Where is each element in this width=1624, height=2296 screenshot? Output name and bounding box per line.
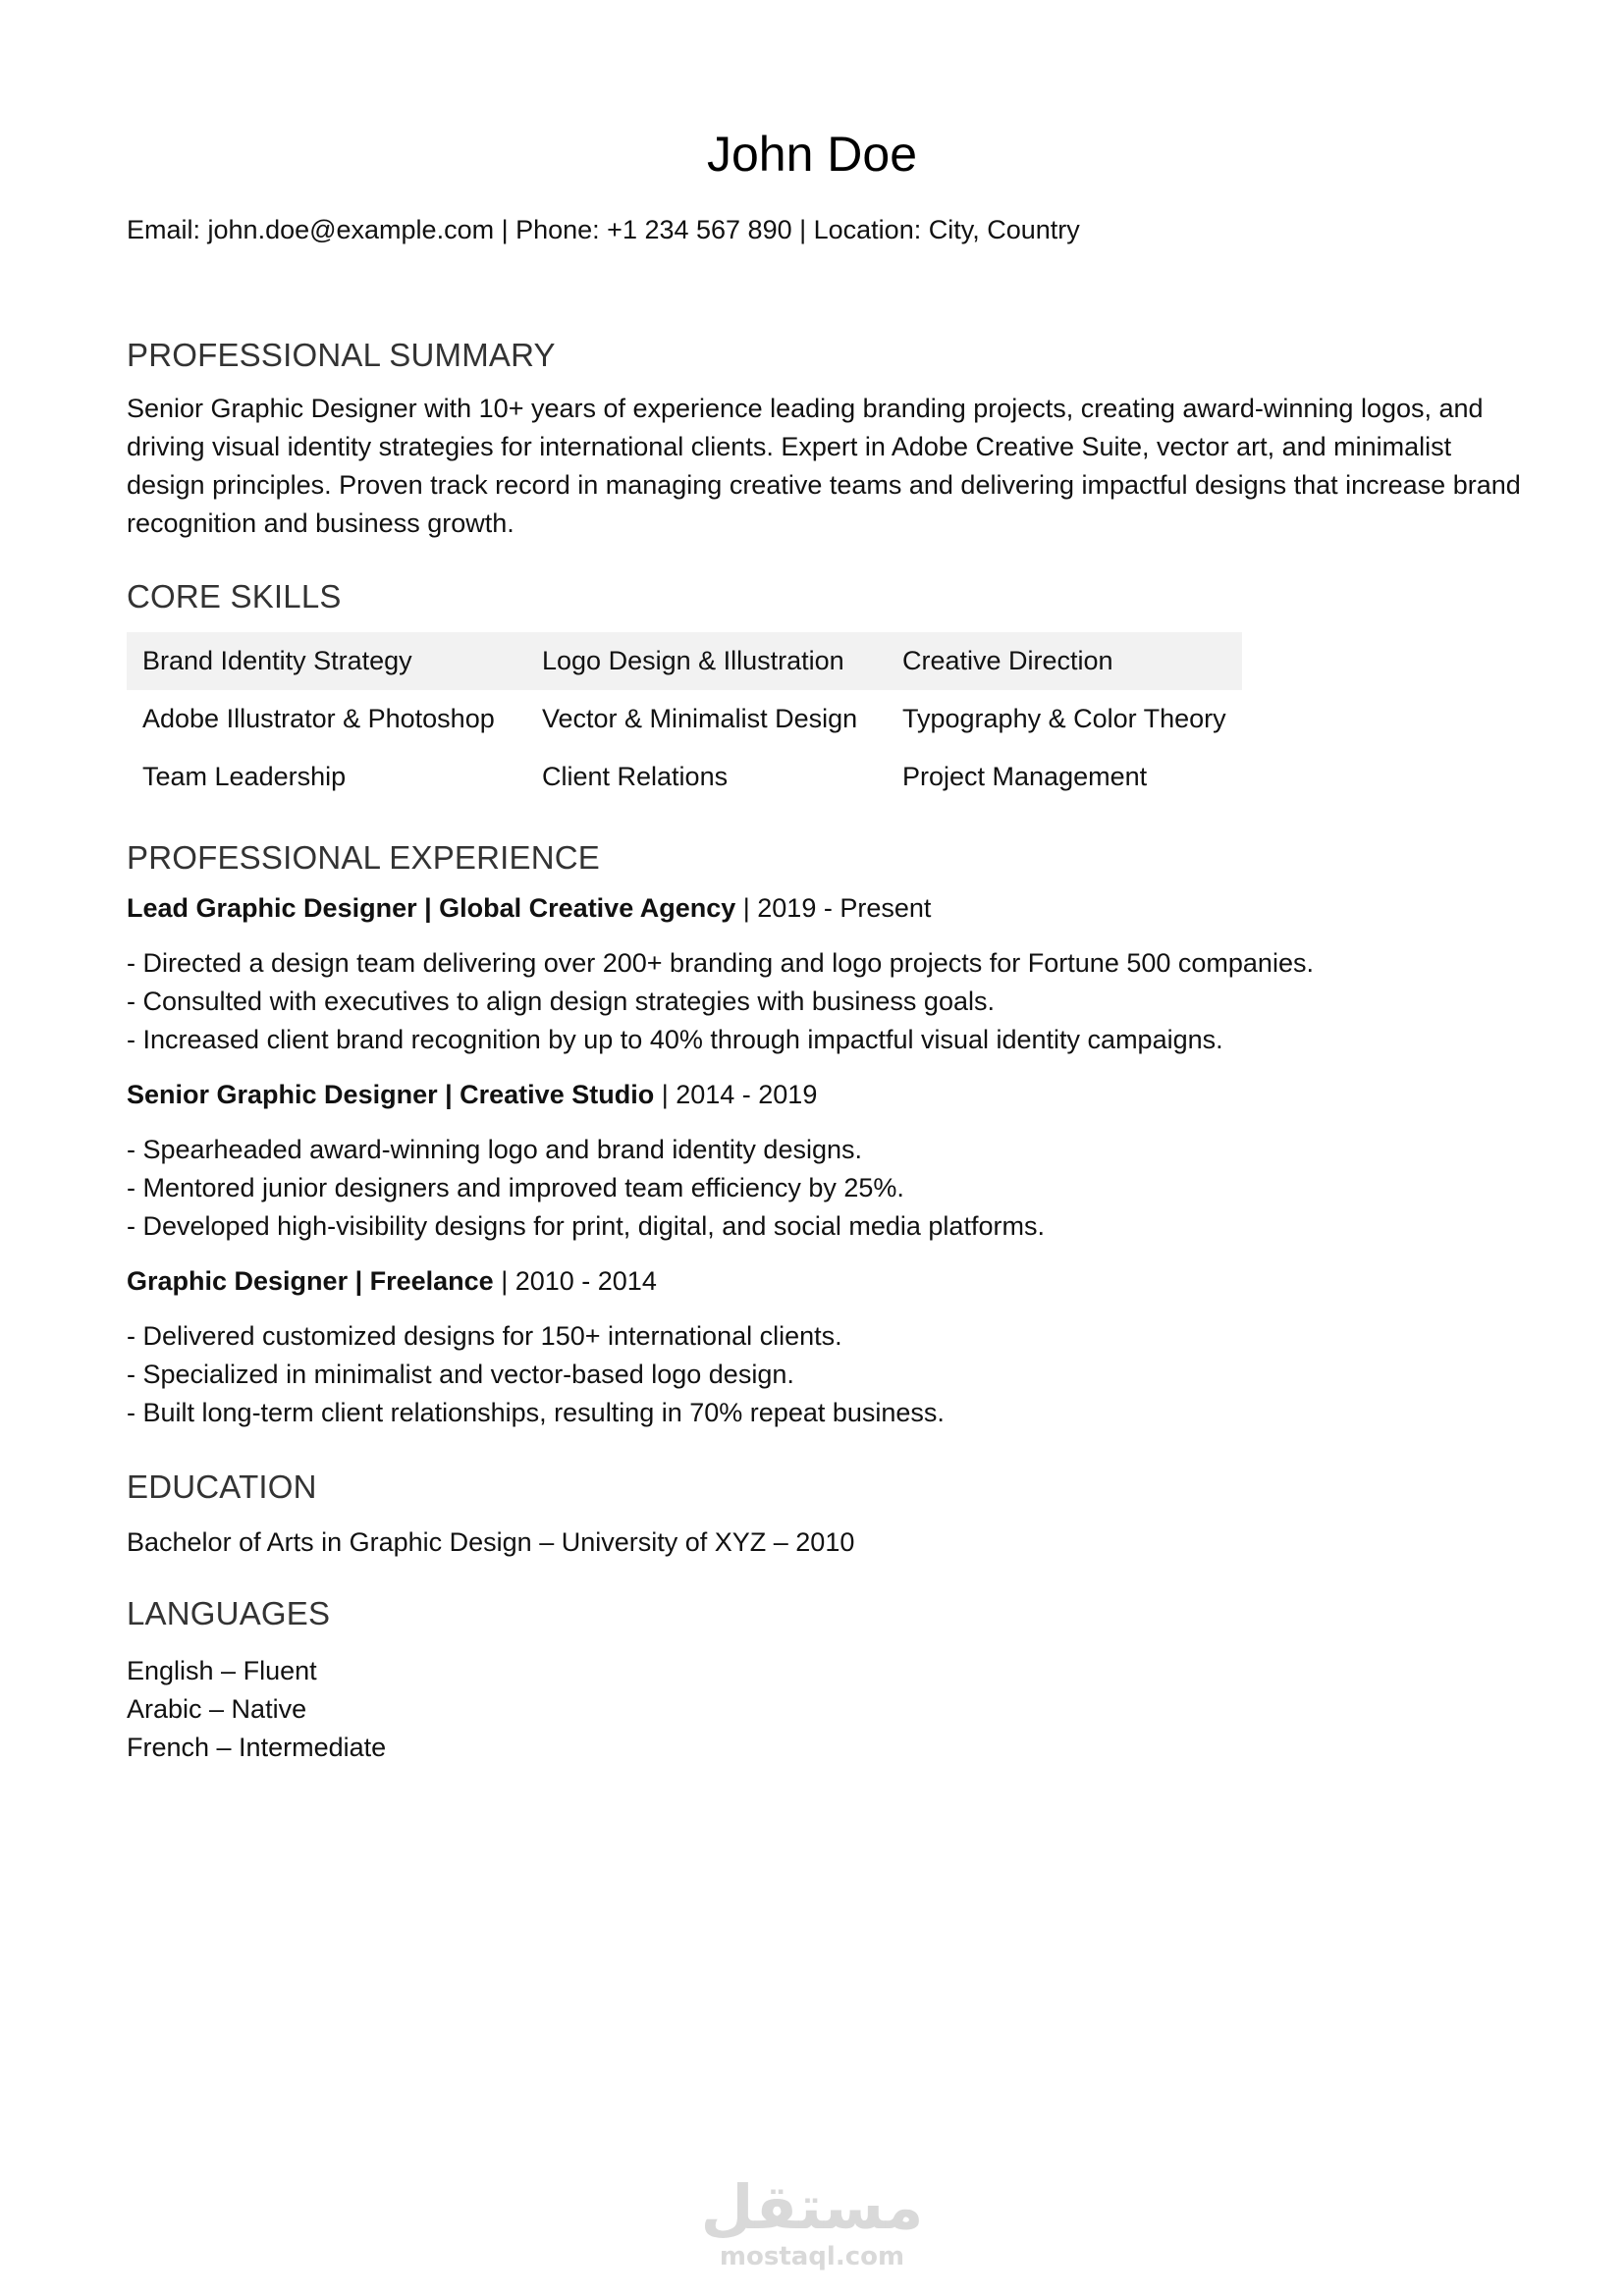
- languages-list: [127, 1652, 386, 1767]
- skill-cell: Vector & Minimalist Design: [542, 704, 858, 733]
- skill-cell: Team Leadership: [142, 762, 347, 791]
- job-bullets: [127, 944, 1314, 1059]
- list-item: - Mentored junior designers and improved team efficiency by 25%.: [127, 1173, 904, 1202]
- job-period: | 2019 - Present: [735, 893, 932, 923]
- job-bullets: [127, 1131, 1045, 1246]
- section-title-summary: PROFESSIONAL SUMMARY: [127, 337, 556, 373]
- skills-row: [127, 748, 1242, 806]
- job-title: [127, 893, 931, 924]
- job-title: [127, 1080, 817, 1110]
- list-item: - Developed high-visibility designs for print, digital, and social media platforms.: [127, 1211, 1045, 1241]
- job-bullets: [127, 1317, 945, 1432]
- contact-line: Email: john.doe@example.com | Phone: +1 234 567 890 | Location: City, Country: [127, 215, 1080, 244]
- list-item: - Specialized in minimalist and vector-based logo design.: [127, 1360, 794, 1389]
- list-item: - Built long-term client relationships, resulting in 70% repeat business.: [127, 1398, 945, 1427]
- list-item: - Delivered customized designs for 150+ international clients.: [127, 1321, 842, 1351]
- watermark-latin: mostaql.com: [719, 2242, 905, 2271]
- skill-cell: Typography & Color Theory: [902, 704, 1226, 733]
- job-role: Senior Graphic Designer | Creative Studio: [127, 1080, 655, 1109]
- job-period: | 2010 - 2014: [493, 1266, 657, 1296]
- job-role: Graphic Designer | Freelance: [127, 1266, 494, 1296]
- skills-table: [127, 632, 1242, 806]
- watermark-arabic: مستقل: [700, 2171, 924, 2243]
- education-entry: Bachelor of Arts in Graphic Design – University of XYZ – 2010: [127, 1527, 855, 1557]
- skill-cell: Creative Direction: [887, 632, 1242, 690]
- summary-text: Senior Graphic Designer with 10+ years of experience leading branding projects, creating award-winning logos, and driving visual identity strategies for international clients. Expert in Adobe Creative Suite, vector art, and minimalist design principles. Proven track record in managing creative teams and delivering impactful designs that increase brand recognition and business growth.: [127, 394, 1521, 538]
- section-title-skills: CORE SKILLS: [127, 578, 342, 614]
- list-item: - Increased client brand recognition by up to 40% through impactful visual identity campaigns.: [127, 1025, 1223, 1054]
- list-item: - Spearheaded award-winning logo and brand identity designs.: [127, 1135, 862, 1164]
- list-item: English – Fluent: [127, 1656, 317, 1685]
- list-item: - Consulted with executives to align design strategies with business goals.: [127, 987, 995, 1016]
- skill-cell: Project Management: [902, 762, 1148, 791]
- watermark-logo: [0, 2173, 1624, 2271]
- list-item: - Directed a design team delivering over 200+ branding and logo projects for Fortune 500 companies.: [127, 948, 1314, 978]
- list-item: Arabic – Native: [127, 1694, 307, 1724]
- candidate-name: John Doe: [706, 127, 918, 182]
- list-item: French – Intermediate: [127, 1733, 387, 1762]
- skill-cell: Adobe Illustrator & Photoshop: [142, 704, 495, 733]
- section-title-experience: PROFESSIONAL EXPERIENCE: [127, 839, 601, 876]
- job-period: | 2014 - 2019: [654, 1080, 818, 1109]
- job-role: Lead Graphic Designer | Global Creative Agency: [127, 893, 736, 923]
- skill-cell: Logo Design & Illustration: [526, 632, 887, 690]
- skills-row: [127, 632, 1242, 690]
- job-title: [127, 1266, 657, 1297]
- skill-cell: Client Relations: [542, 762, 729, 791]
- section-title-languages: LANGUAGES: [127, 1595, 331, 1631]
- skill-cell: Brand Identity Strategy: [127, 632, 526, 690]
- section-title-education: EDUCATION: [127, 1468, 317, 1505]
- skills-row: [127, 690, 1242, 748]
